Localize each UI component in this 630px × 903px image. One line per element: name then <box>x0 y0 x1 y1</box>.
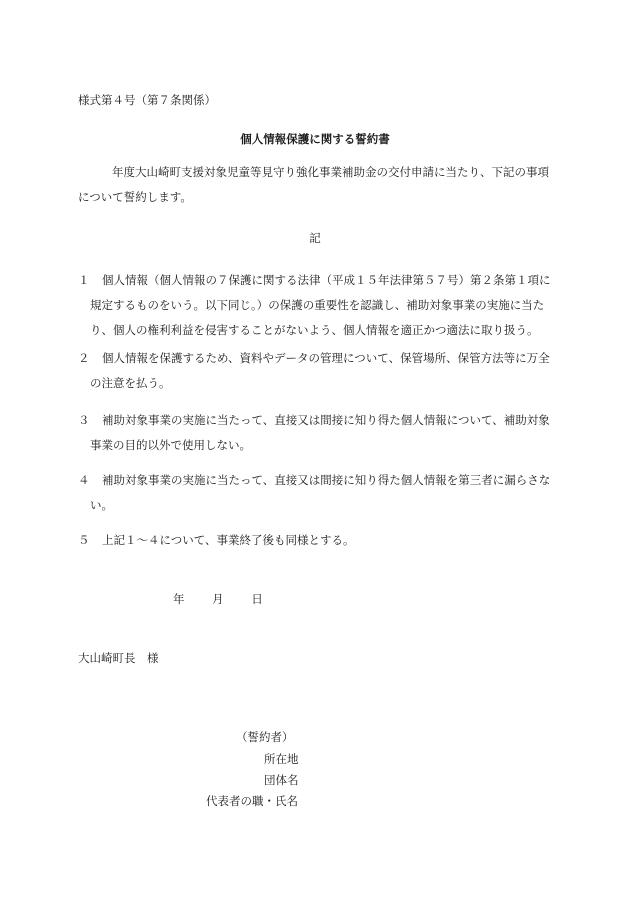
pledger-label: （誓約者） <box>236 730 294 744</box>
ki-heading: 記 <box>309 231 321 245</box>
pledge-item-5 <box>78 528 556 553</box>
date-month-label: 月 <box>212 592 224 606</box>
form-number: 様式第４号（第７条関係） <box>78 93 216 107</box>
intro-paragraph: 年度大山崎町支援対象児童等見守り強化事業補助金の交付申請に当たり、下記の事項について誓約します。 <box>78 165 549 204</box>
pledger-representative-label: 代表者の職・氏名 <box>206 794 298 808</box>
addressee: 大山崎町長 様 <box>78 651 159 665</box>
item-number: ５ <box>78 533 90 547</box>
item-number: ２ <box>78 351 90 365</box>
pledge-item-2 <box>78 346 556 396</box>
item-number: １ <box>78 273 90 287</box>
document-title: 個人情報保護に関する誓約書 <box>240 132 390 146</box>
date-day-label: 日 <box>251 592 263 606</box>
pledge-item-4 <box>78 468 556 518</box>
date-year-label: 年 <box>173 592 185 606</box>
item-text: 補助対象事業の実施に当たって、直接又は間接に知り得た個人情報を第三者に漏らさない。 <box>90 473 551 512</box>
item-number: ４ <box>78 473 90 487</box>
pledger-organization-label: 団体名 <box>264 773 299 787</box>
item-text: 個人情報を保護するため、資料やデータの管理について、保管場所、保管方法等に万全の注意を払う。 <box>90 351 550 390</box>
pledge-item-3 <box>78 408 556 458</box>
item-text: 上記１～４について、事業終了後も同様とする。 <box>102 533 355 547</box>
item-text: 個人情報（個人情報の７保護に関する法律（平成１５年法律第５７号）第２条第１項に規定するものをいう。以下同じ。）の保護の重要性を認識し、補助対象事業の実施に当たり、個人の権利利益を侵害することがないよう、個人情報を適正かつ適法に取り扱う。 <box>90 273 551 337</box>
pledge-item-1 <box>78 268 556 343</box>
item-number: ３ <box>78 413 90 427</box>
pledger-address-label: 所在地 <box>264 752 299 766</box>
date-line <box>173 591 287 607</box>
item-text: 補助対象事業の実施に当たって、直接又は間接に知り得た個人情報について、補助対象事業の目的以外で使用しない。 <box>90 413 550 452</box>
